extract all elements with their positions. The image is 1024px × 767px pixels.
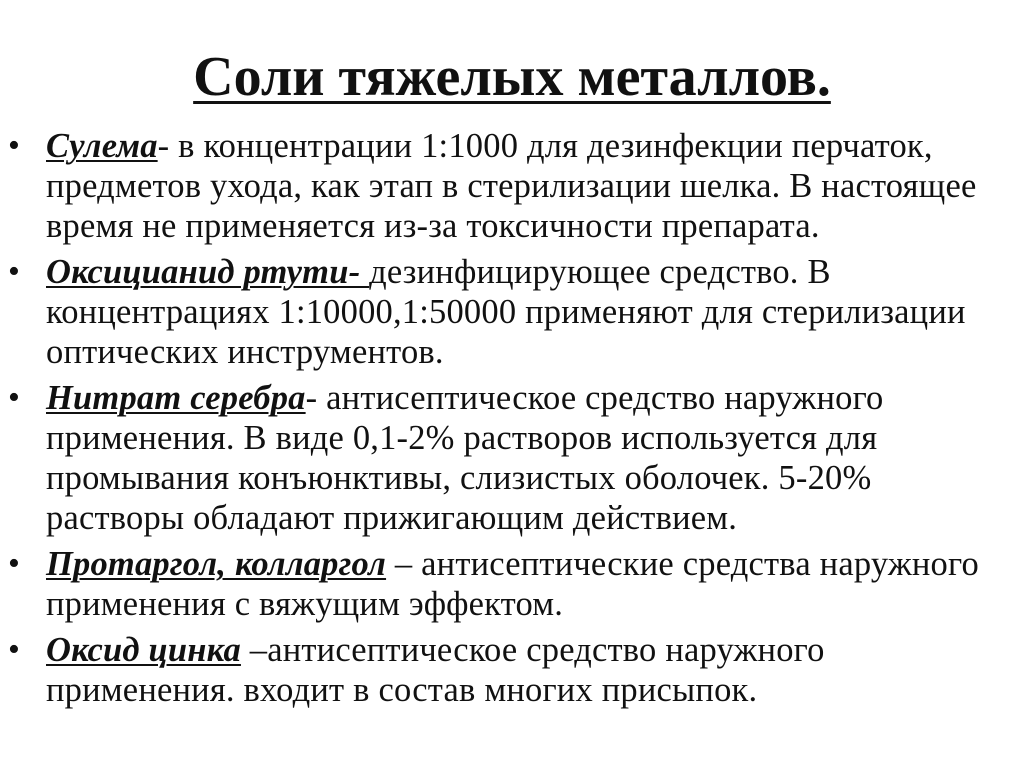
bullet-item-silver-nitrate bbox=[0, 378, 1024, 538]
bullet-text: - антисептическое средство наружного применения. В виде 0,1-2% растворов используется для промывания конъюнктивы, слизистых оболочек. 5-20% растворы обладают прижигающим действием. bbox=[46, 379, 884, 537]
bullet-icon: • bbox=[8, 127, 21, 164]
bullet-term: Сулема bbox=[46, 127, 158, 165]
bullet-term: Оксид цинка bbox=[46, 631, 241, 669]
bullet-text: –антисептическое средство наружного применения. входит в состав многих присыпок. bbox=[46, 631, 825, 709]
page-title-text: Соли тяжелых металлов. bbox=[193, 46, 831, 108]
bullet-icon: • bbox=[8, 545, 21, 582]
bullet-item-sulema bbox=[0, 126, 1024, 246]
bullet-text: – антисептические средства наружного применения с вяжущим эффектом. bbox=[46, 545, 979, 623]
bullet-term: Нитрат серебра bbox=[46, 379, 306, 417]
page-title bbox=[0, 42, 1024, 112]
bullet-icon: • bbox=[8, 631, 21, 668]
bullet-text: дезинфицирующее средство. В концентрациях 1:10000,1:50000 применяют для стерилизации оптических инструментов. bbox=[46, 253, 966, 371]
bullet-item-oxycyanide bbox=[0, 252, 1024, 372]
bullet-item-zinc-oxide bbox=[0, 630, 1024, 710]
bullet-item-protargol bbox=[0, 544, 1024, 624]
bullet-text: - в концентрации 1:1000 для дезинфекции перчаток, предметов ухода, как этап в стерилизации шелка. В настоящее время не применяется из-за токсичности препарата. bbox=[46, 127, 977, 245]
bullet-icon: • bbox=[8, 379, 21, 416]
bullet-list bbox=[0, 126, 1024, 716]
bullet-term: Оксицианид ртути- bbox=[46, 253, 370, 291]
bullet-icon: • bbox=[8, 253, 21, 290]
bullet-term: Протаргол, колларгол bbox=[46, 545, 387, 583]
